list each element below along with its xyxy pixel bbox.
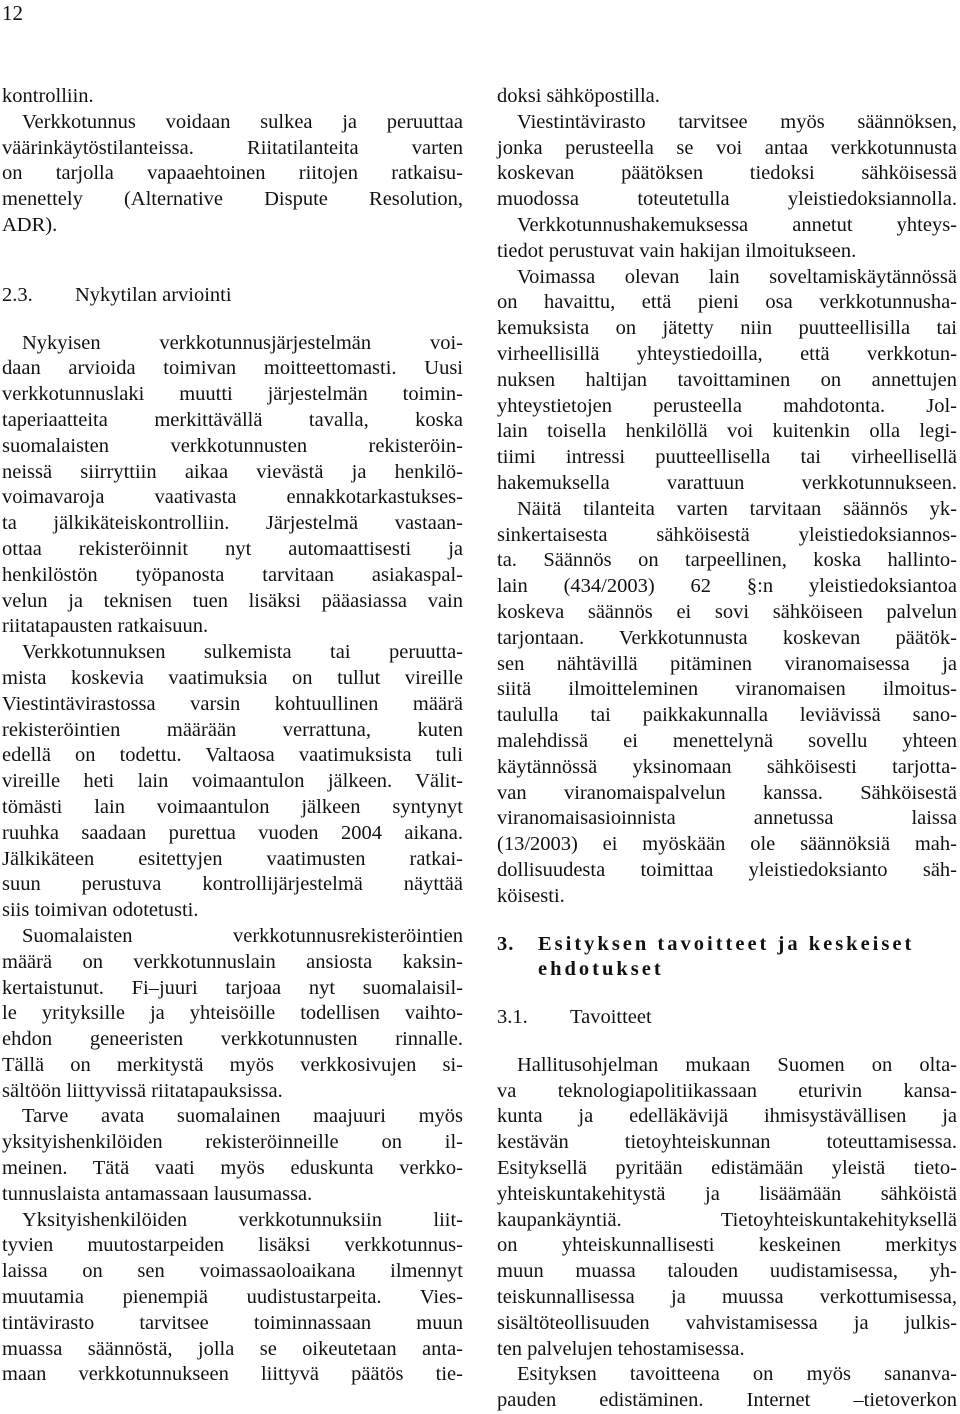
text-line: pauden edistäminen. Internet –tietoverkon [497,1389,957,1412]
text-line: kertaistunut. Fi–juuri tarjoaa nyt suomalaisil- [2,976,463,999]
text-line: Verkkotunnus voidaan sulkea ja peruuttaa [22,110,463,133]
paragraph [2,84,463,239]
text-line: muassa säännöstä, jolla se oikeutetaan anta- [2,1337,463,1360]
text-line: yhteiskuntakehitystä ja lisäämään sähköistä [497,1182,957,1205]
paragraph [2,1104,463,1207]
text-line: daan arvioida toimivan moitteettomasti. Uusi [2,357,463,380]
text-line: sen nähtävillä pitäminen viranomaisessa ja [497,652,957,675]
text-line: doksi sähköpostilla. [497,85,660,107]
text-line: nuksen haltijan tavoittaminen on annettujen [497,368,957,391]
paragraph [2,331,463,641]
text-line: kemuksista on jätetty niin puutteellisilla tai [497,317,957,340]
text-line: sinkertaisesta sähköisestä yleistiedoksiannos- [497,523,957,546]
text-line: siitä ilmoitteleminen viranomaisen ilmoitus- [497,678,957,701]
section-number: 3.1. [497,1006,528,1029]
text-line: muun muassa talouden uudistamisessa, yh- [497,1260,957,1283]
text-line: neissä siirryttiin aikaa vievästä ja henkilö- [2,460,463,483]
text-line: Näitä tilanteita varten tarvitaan säännös yk- [517,497,957,520]
text-line: Esityksen tavoitteena on myös sananva- [517,1363,957,1386]
page-number: 12 [2,1,23,25]
text-line: on havaittu, että pieni osa verkkotunnusha- [497,291,957,314]
text-line: ADR). [2,213,58,236]
paragraph [2,640,463,924]
text-line: Hallitusohjelman mukaan Suomen on olta- [517,1053,957,1076]
text-line: Viestintävirasto tarvitsee myös säännöksen, [517,110,957,133]
text-line: Esityksellä pyritään edistämään yleistä tieto- [497,1157,957,1180]
text-line: le yrityksille ja yhteisöille todellisen vaihto- [2,1002,463,1025]
text-line: tiedot perustuvat vain hakijan ilmoitukseen. [497,239,857,262]
text-line: sältöön liittyvissä riitatapauksissa. [2,1079,283,1102]
section-heading-3-1 [497,1005,957,1031]
paragraph [497,84,957,910]
text-line: henkilöstön työpanosta tarvitaan asiakaspal- [2,563,463,586]
text-line: kunta ja edelläkävijä ihmisystävällisen ja [497,1105,957,1128]
paragraph [2,1208,463,1389]
text-line: ruuhka saadaan purettua vuoden 2004 aikana. [2,821,463,844]
text-line: meinen. Tätä vaati myös eduskunta verkko- [2,1157,463,1180]
text-line: köisesti. [497,884,565,907]
text-line: ten palvelujen tehostamisessa. [497,1337,745,1360]
section-heading-2-3 [2,283,463,309]
text-line: Nykyisen verkkotunnusjärjestelmän voi- [22,331,463,354]
paragraph [497,1362,957,1414]
section-title: Tavoitteet [570,1006,652,1029]
text-line: voimavaroja vaativasta ennakkotarkastukses- [2,486,463,509]
text-line: on yhteiskunnallisesti keskeinen merkitys [497,1234,957,1257]
text-line: suomalaisten verkkotunnusten rekisteröin- [2,434,463,457]
text-line: käytännössä yksinomaan sähköisesti tarjotta- [497,755,957,778]
text-line: (13/2003) ei myöskään ole säännöksiä mah- [497,833,957,856]
text-line: Viestintävirastossa varsin kohtuullinen määrä [2,692,463,715]
section-number: 3. [497,932,515,955]
text-line: malehdissä ei menettelynä sovellu yhteen [497,729,957,752]
left-column [2,84,463,1388]
text-line: maan verkkotunnukseen liittyvä päätös tie- [2,1363,463,1386]
text-line: kestävän tietoyhteiskunnan toteuttamisessa. [497,1131,957,1154]
text-line: määrä on verkkotunnuslain ansiosta kaksin- [2,950,463,973]
text-line: va teknologiapolitiikassaan eturivin kansa- [497,1079,957,1102]
text-line: dollisuudesta toimittaa yleistiedoksianto säh- [497,858,957,881]
text-line: tyvien muutostarpeiden lisäksi verkkotunnus- [2,1234,463,1257]
text-line: yhteystietojen perusteella mahdotonta. Jol- [497,394,957,417]
text-line: koskevan päätöksen tiedoksi sähköisessä [497,162,957,185]
section-title-line: Esityksen tavoitteet ja keskeiset [538,932,915,955]
text-line: Suomalaisten verkkotunnusrekisteröintien [22,924,463,947]
text-line: väärinkäytöstilanteissa. Riitatilanteita varten [2,136,463,159]
text-line: kaupankäyntiä. Tietoyhteiskuntakehityksellä [497,1208,957,1231]
text-line: Tarve avata suomalainen maajuuri myös [22,1105,463,1128]
text-line: ta. Säännös on tarpeellinen, koska hallinto- [497,549,957,572]
section-number: 2.3. [2,283,33,306]
text-line: tarjontaan. Verkkotunnusta koskevan päätök- [497,626,957,649]
paragraph [2,924,463,1105]
text-line: koskeva säännös ei sovi sähköiseen palvelun [497,600,957,623]
text-line: ottaa rekisteröinnit nyt automaattisesti ja [2,537,463,560]
text-line: van viranomaispalvelun kanssa. Sähköisestä [497,781,957,804]
section-title-line: ehdotukset [538,958,664,981]
text-line: verkkotunnuslaki muutti järjestelmän toimin- [2,383,463,406]
text-line: Yksityishenkilöiden verkkotunnuksiin liit- [22,1208,463,1231]
text-line: edellä on todettu. Valtaosa vaatimuksista tuli [2,744,463,767]
right-column [497,84,957,1414]
text-line: tunnuslaista antamassaan lausumassa. [2,1182,313,1205]
text-line: laissa on sen voimassaoloaikana ilmennyt [2,1260,463,1283]
text-line: rekisteröintien määrään verrattuna, kuten [2,718,463,741]
text-line: on tarjolla vapaaehtoinen riitojen ratkaisu- [2,162,463,185]
text-line: sisältöteollisuuden vahvistamisessa ja julkis- [497,1311,957,1334]
text-line: teiskunnallisessa ja muussa verkottumisessa, [497,1286,957,1309]
text-line: Jälkikäteen esitettyjen vaatimusten ratkai- [2,847,463,870]
text-line: menettely (Alternative Dispute Resolution, [2,188,463,211]
text-line: tömästi lain voimaantulon jälkeen syntynyt [2,795,463,818]
text-line: Verkkotunnuksen sulkemista tai peruutta- [22,641,463,664]
text-line: vireille heti lain voimaantulon jälkeen. Välit- [2,770,463,793]
text-line: riitatapausten ratkaisuun. [2,615,209,638]
text-line: tintävirasto tarvitsee toiminnassaan muun [2,1311,463,1334]
text-line: lain toisella henkilöllä voi kuitenkin olla legi- [497,420,957,443]
text-line: kontrolliin. [2,85,94,107]
text-line: tiimi intressi puutteellisella tai virheellisellä [497,446,957,469]
text-line: yksityishenkilöiden rekisteröinneille on il- [2,1131,463,1154]
section-title: Nykytilan arviointi [75,283,232,306]
text-line: suun perustuva kontrollijärjestelmä näyttää [2,873,463,896]
section-heading-3 [497,932,957,984]
text-line: hakemuksella varattuun verkkotunnukseen. [497,471,957,494]
text-line: jonka perusteella se voi antaa verkkotunnusta [497,136,957,159]
text-line: mista koskevia vaatimuksia on tullut vireille [2,666,463,689]
paragraph [497,1053,957,1363]
text-line: Voimassa olevan lain soveltamiskäytännössä [517,265,957,288]
text-line: ta jälkikäteiskontrolliin. Järjestelmä vastaan- [2,512,463,535]
text-line: lain (434/2003) 62 §:n yleistiedoksiantoa [497,575,957,598]
text-line: taululla tai paikkakunnalla leviävissä sano- [497,704,957,727]
text-line: taperiaatteita merkittävällä tavalla, koska [2,408,463,431]
text-line: Tällä on merkitystä myös verkkosivujen si- [2,1053,463,1076]
text-line: muodossa toteutetulla yleistiedoksiannolla. [497,188,957,211]
text-line: muutamia pienempiä uudistustarpeita. Vies- [2,1286,463,1309]
text-line: virheellisillä yhteystiedoilla, että verkkotun- [497,342,957,365]
text-line: viranomaisasioinnista annetussa laissa [497,807,957,830]
text-line: ehdon geneeristen verkkotunnusten rinnalle. [2,1028,463,1051]
text-line: Verkkotunnushakemuksessa annetut yhteys- [517,213,957,236]
text-line: siis toimivan odotetusti. [2,899,199,922]
text-line: velun ja teknisen tuen lisäksi pääasiassa vain [2,589,463,612]
